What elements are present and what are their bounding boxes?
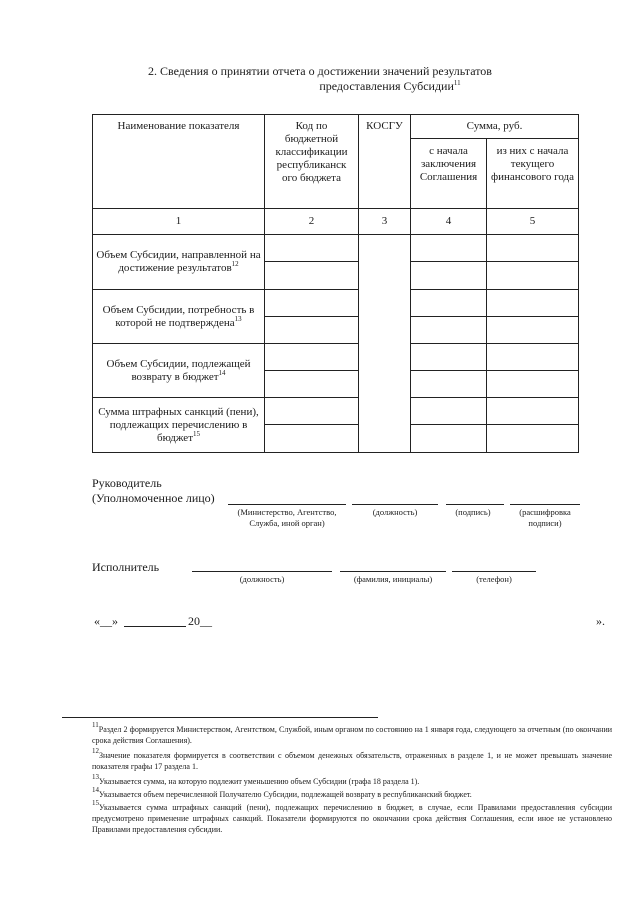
footnote-11: $^{11}$Раздел 2 формируется Министерством, Агентством, Службой, иным органом по состоянию на 1 января года, следующего за отчетным (по окончании срока действия Соглашения). <box>92 721 612 745</box>
cell-kosgu[interactable] <box>359 235 411 453</box>
footnote-ref-14: 14 <box>218 368 226 377</box>
header-sum-since-year: из них с начала текущего финансового года <box>487 139 579 209</box>
cell-sum-agreement[interactable] <box>411 290 487 317</box>
column-number: 2 <box>265 209 359 235</box>
caption-executor-position: (должность) <box>239 574 285 584</box>
cell-sum-agreement[interactable] <box>411 398 487 425</box>
cell-sum-year[interactable] <box>487 398 579 425</box>
header-sum: Сумма, руб. <box>411 115 579 139</box>
cell-sum-year[interactable] <box>487 235 579 262</box>
footnote-ref-13: 13 <box>234 314 242 323</box>
cell-sum-year[interactable] <box>487 425 579 453</box>
footnote-ref-11: 11 <box>453 79 461 87</box>
row-label: Объем Субсидии, подлежащей возврату в бюджет$^{14}$ <box>93 344 265 398</box>
cell-code[interactable] <box>265 344 359 371</box>
footnote-15: $^{15}$Указывается сумма штрафных санкций (пени), подлежащих перечислению в бюджет, в случае, если Правилами предоставления субсидии предусмотрено применение штрафных санкций. Показатели формируются по окончании срока действия Соглашения, если иное не установлено Правилами предоставления субсидии. <box>92 799 612 834</box>
header-sum-since-agreement: с начала заключения Соглашения <box>411 139 487 209</box>
signature-line[interactable] <box>446 504 504 505</box>
cell-sum-year[interactable] <box>487 262 579 290</box>
footnote-separator <box>62 717 378 718</box>
cell-sum-year[interactable] <box>487 290 579 317</box>
caption-org: (Министерство, Агентство, Служба, иной орган) <box>237 507 337 528</box>
report-table <box>92 114 579 453</box>
footnote-12: $^{12}$Значение показателя формируется в соответствии с объемом денежных обязательств, отраженных в разделе 1, и не может превышать значение показателя графы 17 раздела 1. <box>92 747 612 771</box>
cell-sum-agreement[interactable] <box>411 344 487 371</box>
header-indicator: Наименование показателя <box>93 115 265 209</box>
executor-label: Исполнитель <box>92 560 160 574</box>
column-number: 5 <box>487 209 579 235</box>
table-header-row <box>93 115 579 139</box>
cell-code[interactable] <box>265 398 359 425</box>
cell-sum-year[interactable] <box>487 317 579 344</box>
caption-position: (должность) <box>372 507 418 517</box>
table-row <box>93 398 579 425</box>
header-kosgu: КОСГУ <box>359 115 411 209</box>
cell-sum-agreement[interactable] <box>411 235 487 262</box>
cell-sum-agreement[interactable] <box>411 425 487 453</box>
cell-sum-year[interactable] <box>487 371 579 398</box>
head-label: Руководитель <box>92 476 162 490</box>
decoding-line[interactable] <box>510 504 580 505</box>
cell-code[interactable] <box>265 290 359 317</box>
section-title-line2: предоставления Субсидии <box>319 79 454 93</box>
caption-decoding: (расшифровка подписи) <box>519 507 571 528</box>
column-number: 4 <box>411 209 487 235</box>
caption-executor-name: (фамилия, инициалы) <box>353 574 433 584</box>
table-row <box>93 235 579 262</box>
cell-sum-year[interactable] <box>487 344 579 371</box>
column-number: 1 <box>93 209 265 235</box>
caption-executor-phone: (телефон) <box>476 574 512 584</box>
cell-code[interactable] <box>265 235 359 262</box>
cell-code[interactable] <box>265 262 359 290</box>
section-title <box>0 64 640 94</box>
executor-phone-line[interactable] <box>452 571 536 572</box>
caption-signature: (подпись) <box>455 507 491 517</box>
date-month-line[interactable] <box>124 626 186 627</box>
header-code: Код по бюджетной классификации республиканск ого бюджета <box>265 115 359 209</box>
date-close: ». <box>596 614 605 628</box>
row-label: Объем Субсидии, потребность в которой не подтверждена$^{13}$ <box>93 290 265 344</box>
org-line[interactable] <box>228 504 346 505</box>
footnote-ref-12: 12 <box>231 260 239 268</box>
footnote-13: $^{13}$Указывается сумма, на которую подлежит уменьшению объем Субсидии (графа 18 раздела 1). <box>92 773 420 786</box>
row-label: Сумма штрафных санкций (пени), подлежащих перечислению в бюджет$^{15}$ <box>93 398 265 453</box>
section-title-line1: 2. Сведения о принятии отчета о достижении значений результатов <box>148 64 492 78</box>
position-line[interactable] <box>352 504 438 505</box>
cell-sum-agreement[interactable] <box>411 371 487 398</box>
table-row <box>93 344 579 371</box>
column-numbers-row <box>93 209 579 235</box>
date-year: 20__ <box>188 614 212 628</box>
executor-name-line[interactable] <box>340 571 446 572</box>
footnote-ref-15: 15 <box>193 429 200 438</box>
cell-code[interactable] <box>265 317 359 344</box>
date-day: «__» <box>94 614 118 628</box>
cell-sum-agreement[interactable] <box>411 317 487 344</box>
authorized-person-label: (Уполномоченное лицо) <box>92 491 215 505</box>
footnote-14: $^{14}$Указывается объем перечисленной Получателю Субсидии, подлежащей возврату в республиканский бюджет. <box>92 786 472 799</box>
cell-sum-agreement[interactable] <box>411 262 487 290</box>
cell-code[interactable] <box>265 371 359 398</box>
column-number: 3 <box>359 209 411 235</box>
row-label: Объем Субсидии, направленной на достижение результатов$^{12}$ <box>93 235 265 290</box>
table-row <box>93 290 579 317</box>
cell-code[interactable] <box>265 425 359 453</box>
executor-position-line[interactable] <box>192 571 332 572</box>
